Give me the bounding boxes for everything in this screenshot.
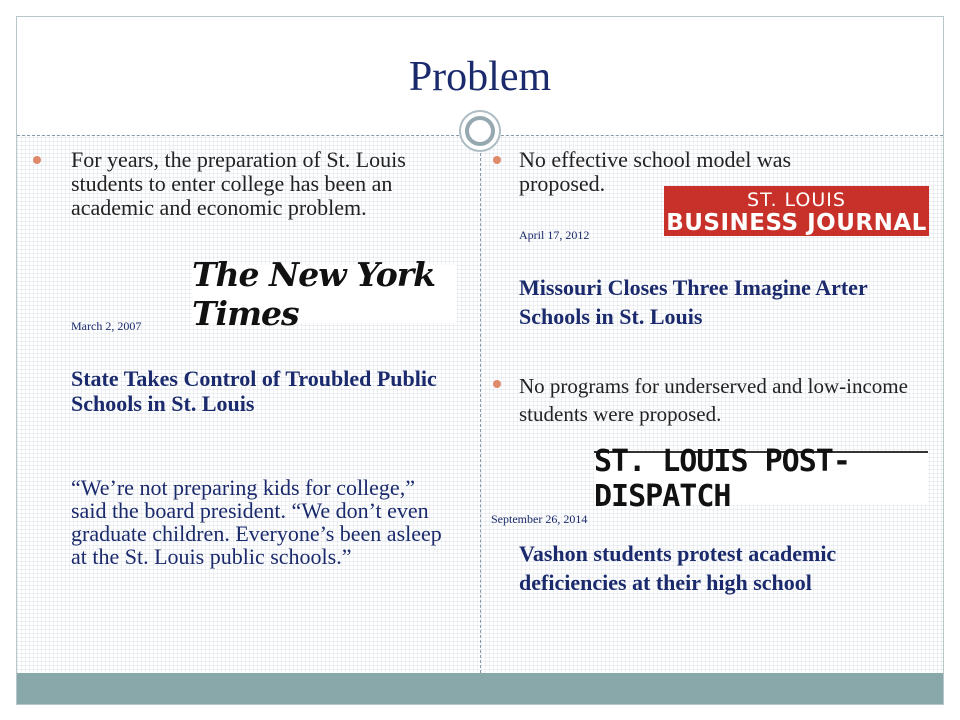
right-date2: September 26, 2014 (491, 512, 588, 526)
stl-post-dispatch-logo: ST. LOUIS POST-DISPATCH (594, 451, 928, 505)
slide (16, 16, 944, 705)
right-headline2: Vashon students protest academic deficiencies at their high school (519, 541, 837, 595)
right-bullet1-icon (493, 156, 501, 164)
right-headline1: Missouri Closes Three Imagine Arter Schools in St. Louis (519, 275, 868, 329)
column-divider (480, 153, 481, 673)
right-date1: April 17, 2012 (519, 228, 590, 242)
separator-circle-ornament (459, 110, 501, 152)
left-quote: “We’re not preparing kids for college,” said the board president. “We don’t even graduate children. Everyone’s been asleep at the St. Louis public schools.” (71, 475, 442, 569)
sbj-logo-line2: BUSINESS JOURNAL (666, 210, 927, 236)
stl-business-journal-logo (664, 186, 929, 236)
right-bullet2-icon (493, 380, 501, 388)
left-bullet-icon (33, 156, 41, 164)
left-date: March 2, 2007 (71, 319, 142, 333)
nyt-logo: The New York Times (192, 265, 457, 323)
left-bullet-text: For years, the preparation of St. Louis students to enter college has been an academic and economic problem. (71, 147, 406, 220)
right-bullet1-text: No effective school model was proposed. (519, 147, 792, 196)
sbj-logo-line1: ST. LOUIS (747, 189, 846, 211)
footer-bar (17, 673, 943, 704)
right-bullet2-text: No programs for underserved and low-income students were proposed. (519, 374, 908, 426)
left-headline: State Takes Control of Troubled Public Schools in St. Louis (71, 366, 437, 416)
slide-title: Problem (408, 54, 552, 100)
